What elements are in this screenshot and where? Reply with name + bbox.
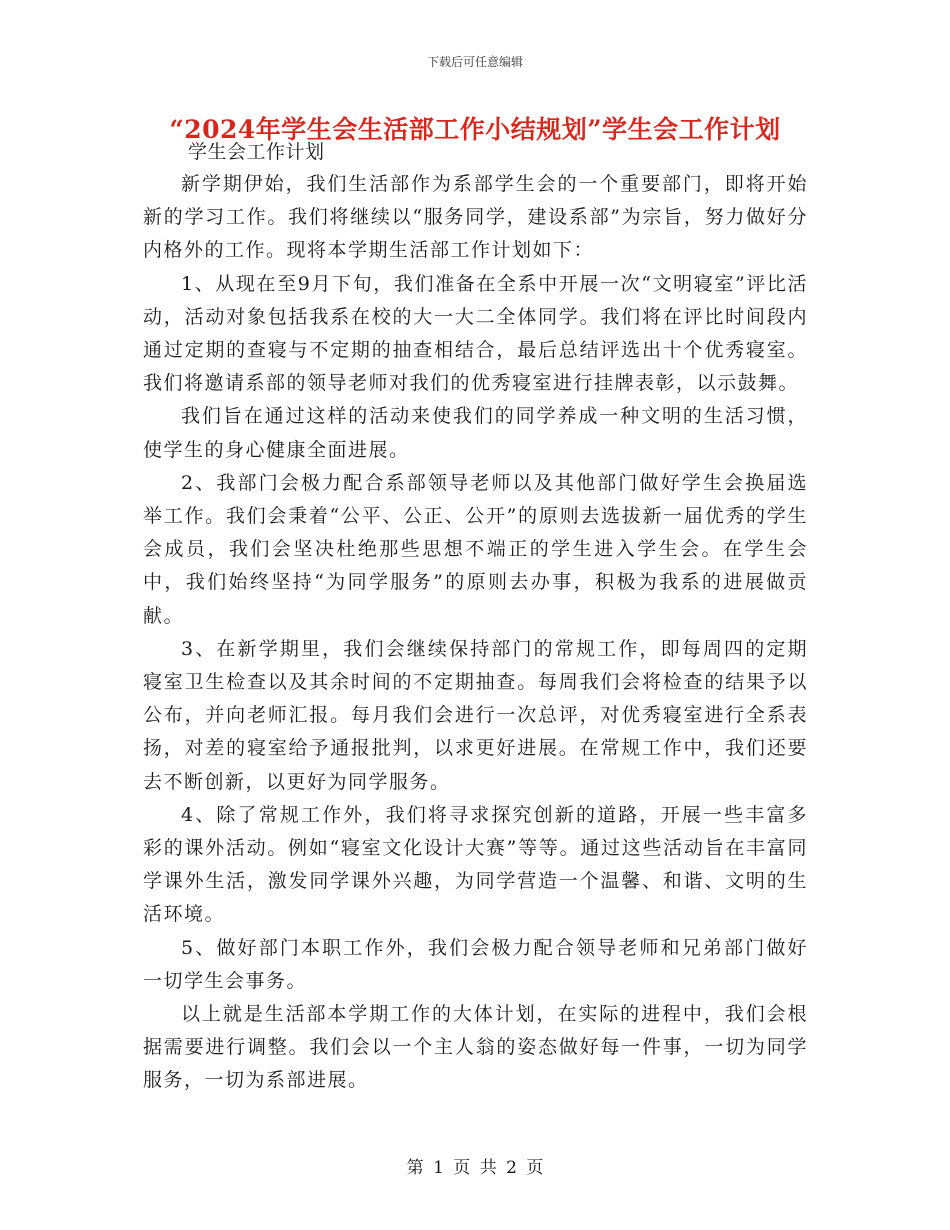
paragraph-intro: 新学期伊始，我们生活部作为系部学生会的一个重要部门，即将开始新的学习工作。我们将继续以“服务同学，建设系部”为宗旨，努力做好分内格外的工作。现将本学期生活部工作计划如下： — [143, 173, 808, 262]
paragraph-item-3: 3、在新学期里，我们会继续保持部门的常规工作，即每周四的定期寝室卫生检查以及其余时间的不定期抽查。每周我们会将检查的结果予以公布，并向老师汇报。每月我们会进行一次总评，对优秀寝室进行全系表扬，对差的寝室给予通报批判，以求更好进展。在常规工作中，我们还要去不断创新，以更好为同学服务。 — [143, 637, 808, 793]
page-number: 第 1 页 共 2 页 — [406, 1158, 544, 1178]
paragraph-conclusion: 以上就是生活部本学期工作的大体计划，在实际的进程中，我们会根据需要进行调整。我们会以一个主人翁的姿态做好每一件事，一切为同学服务，一切为系部进展。 — [143, 1003, 808, 1092]
paragraph-item-5: 5、做好部门本职工作外，我们会极力配合领导老师和兄弟部门做好一切学生会事务。 — [143, 936, 808, 992]
document-title: “2024年学生会生活部工作小结规划”学生会工作计划 — [169, 115, 781, 144]
paragraph-item-2: 2、我部门会极力配合系部领导老师以及其他部门做好学生会换届选举工作。我们会秉着“公平、公正、公开”的原则去选拔新一届优秀的学生会成员，我们会坚决杜绝那些思想不端正的学生进入学生会。在学生会中，我们始终坚持“为同学服务”的原则去办事，积极为我系的进展做贡献。 — [143, 471, 808, 627]
document-body — [143, 168, 808, 1098]
paragraph-item-4: 4、除了常规工作外，我们将寻求探究创新的道路，开展一些丰富多彩的课外活动。例如“寝室文化设计大赛”等等。通过这些活动旨在丰富同学课外生活，激发同学课外兴趣，为同学营造一个温馨、和谐、文明的生活环境。 — [143, 803, 808, 926]
paragraph-item-1: 1、从现在至9月下旬，我们准备在全系中开展一次“文明寝室”评比活动，活动对象包括我系在校的大一大二全体同学。我们将在评比时间段内通过定期的查寝与不定期的抽查相结合，最后总结评选出十个优秀寝室。我们将邀请系部的领导老师对我们的优秀寝室进行挂牌表彰，以示鼓舞。 — [143, 272, 808, 395]
header-note: 下载后可任意编辑 — [426, 55, 523, 69]
document-subtitle: 学生会工作计划 — [188, 141, 325, 163]
paragraph-item-1-aim: 我们旨在通过这样的活动来使我们的同学养成一种文明的生活习惯，使学生的身心健康全面进展。 — [143, 405, 808, 461]
